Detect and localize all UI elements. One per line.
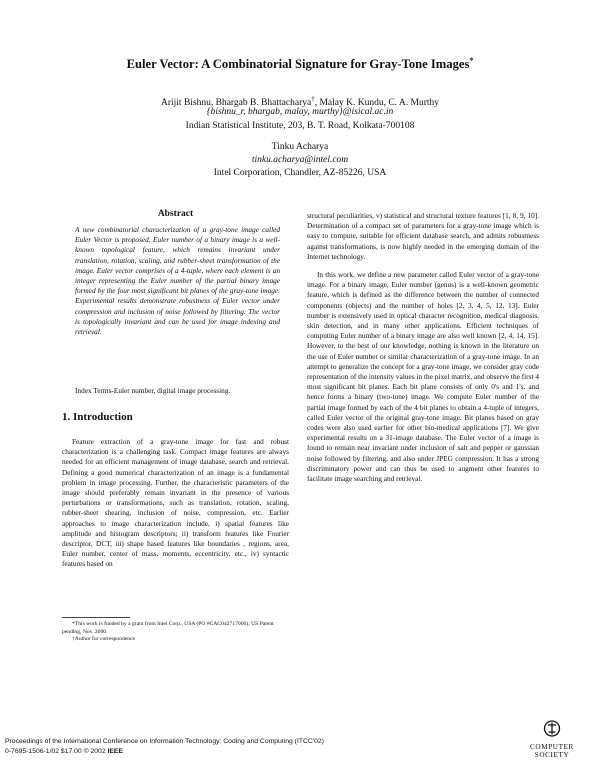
introduction-paragraph: Feature extraction of a gray-tone image for fast and robust characterization is a challenging task. Compact image features are always needed for an efficient management of image database, search and retrieval. Defining a good numerical characterization of an image is a fundamental problem in image processing. Further, the characteristic parameters of the image should preferably remain invariant in the presence of various perturbations or transformations, such as translation, rotation, scaling, rubber-sheet shearing, inclusion of noise, compression, etc. Earlier approaches to image characterization include, i) spatial features like amplitude and histogram descriptors; ii) transform features like Fourier descriptor, DCT, iii) shape based features like boundaries , regions, area, Euler number, center of mass, moments, eccentricity, etc., iv) syntactic features based on [62,437,289,569]
footnote-divider [62,617,130,618]
author-email-1: {bishnu_r, bhargab, malay, murthy}@isical.ac.in [206,107,394,117]
right-column [307,211,539,484]
affiliation-2: Intel Corporation, Chandler, AZ-85226, USA [213,168,387,178]
proceedings-footer [5,737,445,757]
right-paragraph-1: structural peculiarities, v) statistical and structural texture features [1, 8, 9, 10]. Determination of a compact set of parameters for a gray-tone image which is easy to compute, suitable for efficient database search, and admits robustness against transformations, is now highly needed in the emerging domain of the Internet technology. [307,211,539,261]
paper-title: Euler Vector: A Combinatorial Signature for Gray-Tone Images* [126,56,474,72]
computer-society-logo [514,720,590,759]
ieee-computer-society-logo-icon [543,720,561,737]
footnote-correspondence: †Author for correspondence [72,636,136,643]
logo-text-computer: COMPUTER [530,743,574,751]
footer-proceedings: Proceedings of the International Conference on Information Technology: Coding and Computing (ITCC'02) [5,738,324,745]
footnote-funding: *This work is funded by a grant from Intel Corp., USA (PO #CAC042717000); US Patent pending, Nov. 2000. [62,621,274,635]
footer-isbn: 0-7695-1506-1/02 $17.00 © 2002 IEEE [5,748,124,755]
author-2: Tinku Acharya [271,142,329,152]
right-paragraph-2: In this work, we define a new parameter called Euler vector of a gray-tone image. For a binary image, Euler number (genus) is a well-known geometric feature, which is defined as the difference between the number of connected components (objects) and the number of holes [2, 3, 4, 5, 12, 13]. Euler number is extensively used in optical character recognition, medical diagnosis, skin detection, and in many other applications. Efficient techniques of computing Euler number of a binary image are also well known [2, 4, 14, 15]. However, to the best of our knowledge, nothing is known in the literature on the use of Euler number or similar characterization of a gray-tone image. In an attempt to generalize the concept for a gray-tone image, we consider gray code representation of the intensity values in the pixel matrix, and observe the first 4 most significant bit planes. Each bit plane consists of only 0's and 1's, and hence forms a binary (two-tone) image. We compute Euler number of the partial image formed by each of the 4 bit planes to obtain a 4-tuple of integers, called Euler vector of the original gray-tone image. Bit planes based on gray codes were also used earlier for other bio-medical applications [7]. We give experimental results on a 31-image database. The Euler vector of a image is found to remain near invariant under inclusion of salt and pepper or gaussian noise followed by filtering, and also under JPEG compression. It has a strong discriminatory power and can thus be used to augment other features to facilitate image searching and retrieval. [307,270,539,484]
section-heading-introduction: 1. Introduction [62,411,133,423]
author-list-1: Arijit Bishnu, Bhargab B. Bhattacharya†, Malay K. Kundu, C. A. Murthy [160,95,439,109]
author-email-2: tinku.acharya@intel.com [251,155,349,165]
index-terms: Index Terms-Euler number, digital image processing. [75,386,231,395]
footnotes [62,621,289,644]
abstract-heading: Abstract [157,209,194,219]
affiliation-1: Indian Statistical Institute, 203, B. T. Road, Kolkata-700108 [185,121,415,131]
abstract-text: A new combinatorial characterization of a gray-tone image called Euler Vector is proposed. Euler number of a binary image is a well-known topological feature, which remains invariant under translation, rotation, scaling, and rubber-sheet transformation of the image. Euler vector comprises of a 4-tuple, where each element is an integer representing the Euler number of the partial binary image formed by the four most significant bit planes of the gray-tone image. Experimental results demonstrate robustness of Euler vector under compression and inclusion of noise followed by filtering. The vector is topologically invariant and can be used for image indexing and retrieval. [75,225,280,337]
logo-text-society: SOCIETY [534,751,570,759]
